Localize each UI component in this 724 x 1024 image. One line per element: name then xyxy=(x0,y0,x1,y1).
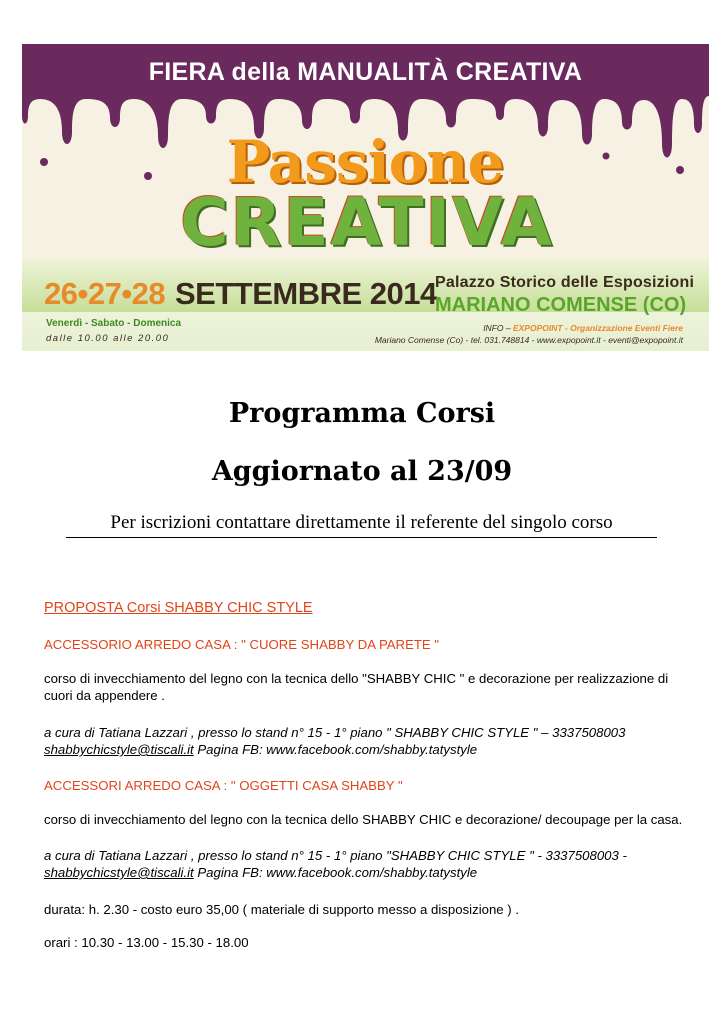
organizer-contacts: Mariano Comense (Co) - tel. 031.748814 - www.expopoint.it - eventi@expopoint.it xyxy=(374,335,683,345)
course2-contacts xyxy=(44,864,694,881)
organizer-name: EXPOPOINT - Organizzazione Eventi Fiere xyxy=(512,323,683,333)
course2-curator xyxy=(44,847,694,881)
course1-description: corso di invecchiamento del legno con la tecnica dello "SHABBY CHIC " e decorazione per realizzazione di cuori da appendere . xyxy=(44,671,669,703)
info-prefix: INFO – xyxy=(483,323,513,333)
event-hours: dalle 10.00 alle 20.00 xyxy=(46,333,170,344)
course1-title: ACCESSORIO ARREDO CASA : " CUORE SHABBY DA PARETE " xyxy=(44,637,440,652)
event-days: Venerdì - Sabato - Domenica xyxy=(46,318,182,329)
course2-times: orari : 10.30 - 13.00 - 15.30 - 18.00 xyxy=(44,935,249,950)
course2-curator-line: a cura di Tatiana Lazzari , presso lo stand n° 15 - 1° piano "SHABBY CHIC STYLE " - 3337508003 - xyxy=(44,848,627,863)
course2-duration: durata: h. 2.30 - costo euro 35,00 ( materiale di supporto messo a disposizione ) . xyxy=(44,902,520,917)
venue-name: Palazzo Storico delle Esposizioni xyxy=(435,274,695,291)
course2-title: ACCESSORI ARREDO CASA : " OGGETTI CASA SHABBY " xyxy=(44,778,403,793)
page-title: Programma Corsi xyxy=(228,398,496,429)
proposal-heading: PROPOSTA Corsi SHABBY CHIC STYLE xyxy=(44,600,313,616)
course1-curator-line: a cura di Tatiana Lazzari , presso lo stand n° 15 - 1° piano " SHABBY CHIC STYLE " – 3337508003 xyxy=(44,725,626,740)
venue-city: MARIANO COMENSE (CO) xyxy=(435,294,687,316)
organizer-info xyxy=(483,323,683,333)
logo-creativa: CREATIVA xyxy=(180,184,554,261)
event-banner xyxy=(22,44,709,351)
event-month-year: SETTEMBRE 2014 xyxy=(175,276,437,311)
course2-description: corso di invecchiamento del legno con la tecnica dello SHABBY CHIC e decorazione/ decoupage per la casa. xyxy=(44,812,683,827)
course1-email-link[interactable]: shabbychicstyle@tiscali.it xyxy=(44,742,194,757)
fair-title: FIERA della MANUALITÀ CREATIVA xyxy=(148,58,583,86)
update-date: Aggiornato al 23/09 xyxy=(211,456,513,487)
course2-facebook: Pagina FB: www.facebook.com/shabby.tatystyle xyxy=(193,865,478,880)
logo-passione: Passione xyxy=(226,128,504,196)
registration-note: Per iscrizioni contattare direttamente il referente del singolo corso xyxy=(66,512,657,538)
course1-contacts xyxy=(44,741,694,758)
event-dates: 26•27•28 xyxy=(44,276,166,311)
course1-curator xyxy=(44,724,694,758)
course2-email-link[interactable]: shabbychicstyle@tiscali.it xyxy=(44,865,194,880)
course1-facebook: Pagina FB: www.facebook.com/shabby.tatystyle xyxy=(193,742,478,757)
